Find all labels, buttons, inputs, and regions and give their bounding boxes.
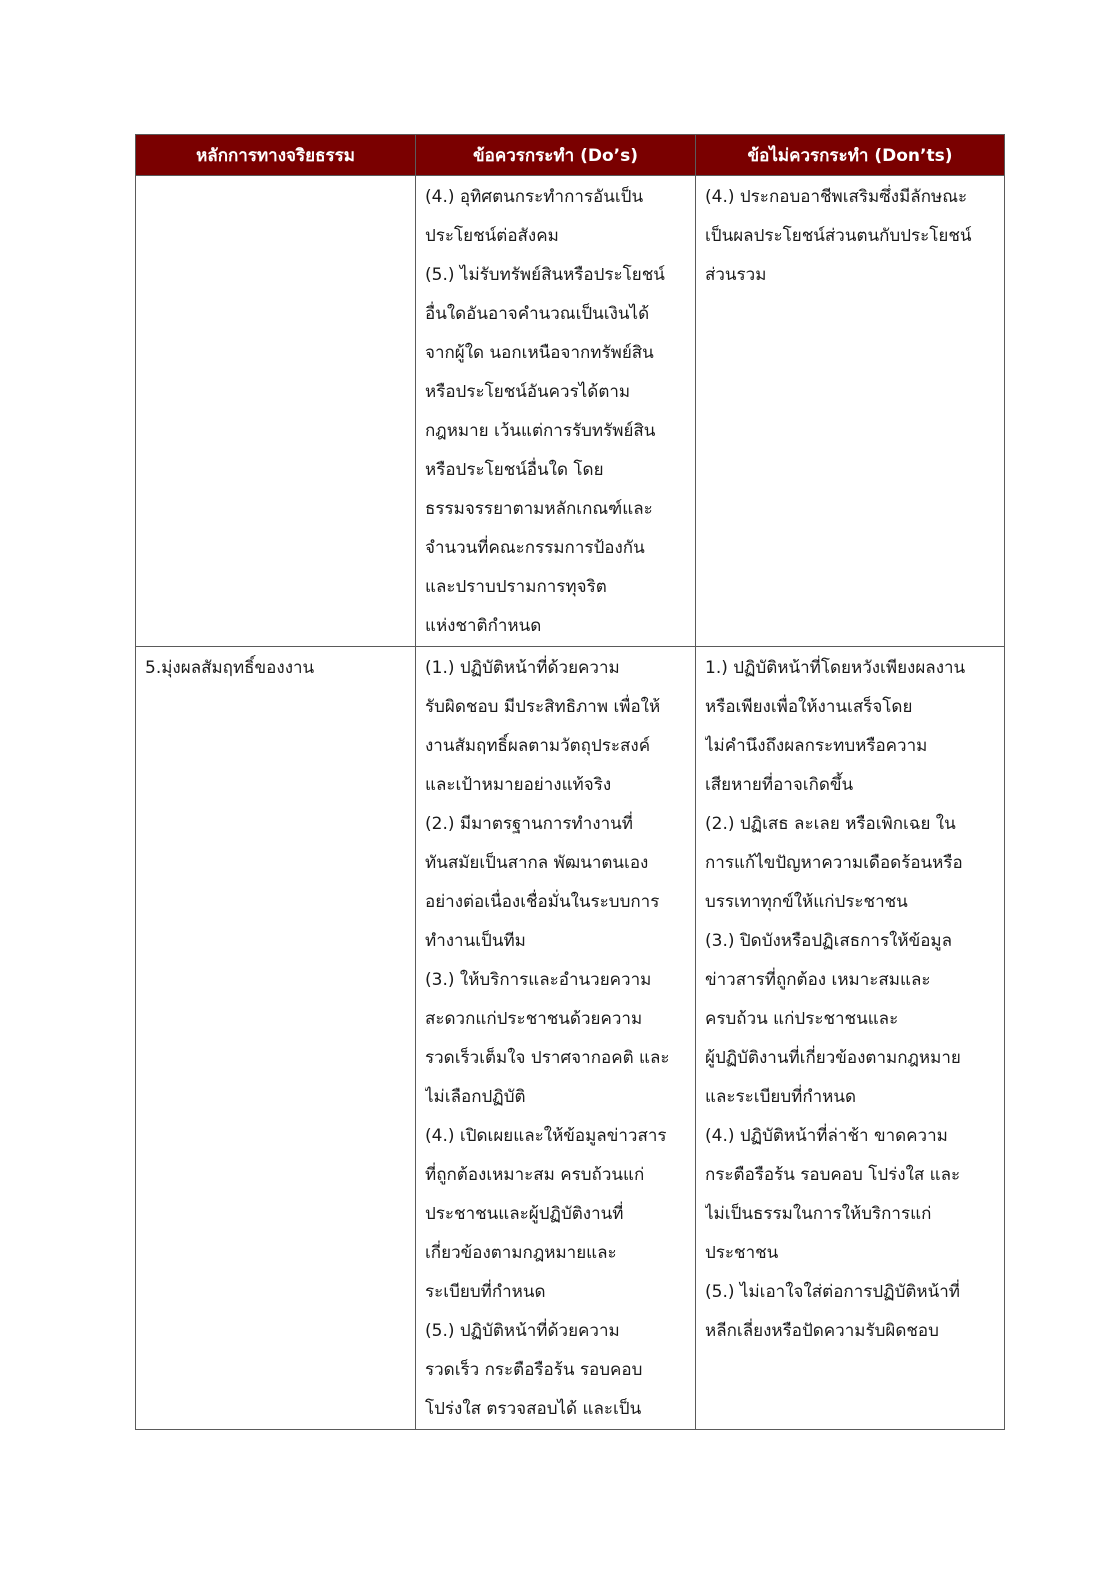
cell-text-line: จำนวนที่คณะกรรมการป้องกัน: [425, 538, 645, 558]
cell-text-line: ครบถ้วน แก่ประชาชนและ: [705, 1009, 899, 1029]
cell-text-line: สะดวกแก่ประชาชนด้วยความ: [425, 1009, 643, 1029]
principle-cell: [136, 176, 416, 647]
cell-text-line: เสียหายที่อาจเกิดขึ้น: [705, 775, 854, 795]
cell-text-line: กระตือรือร้น รอบคอบ โปร่งใส และ: [705, 1165, 961, 1185]
cell-text-line: อย่างต่อเนื่องเชื่อมั่นในระบบการ: [425, 892, 660, 912]
cell-text-line: ประชาชน: [705, 1243, 779, 1263]
header-principle: หลักการทางจริยธรรม: [136, 135, 416, 176]
cell-text-line: ทำงานเป็นทีม: [425, 931, 526, 951]
cell-text-line: หรือประโยชน์อันควรได้ตาม: [425, 382, 631, 402]
cell-text-line: ประชาชนและผู้ปฏิบัติงานที่: [425, 1204, 624, 1224]
cell-text-line: และระเบียบที่กำหนด: [705, 1087, 857, 1107]
cell-text-line: 1.) ปฏิบัติหน้าที่โดยหวังเพียงผลงาน: [705, 658, 966, 678]
cell-text-line: (1.) ปฏิบัติหน้าที่ด้วยความ: [425, 658, 620, 678]
cell-text-line: (2.) ปฏิเสธ ละเลย หรือเพิกเฉย ใน: [705, 814, 956, 834]
cell-text-line: (4.) ประกอบอาชีพเสริมซึ่งมีลักษณะ: [705, 187, 968, 207]
cell-text-line: รวดเร็วเต็มใจ ปราศจากอคติ และ: [425, 1048, 670, 1068]
cell-text-line: (5.) ไม่เอาใจใส่ต่อการปฏิบัติหน้าที่: [705, 1282, 960, 1302]
table-row: [136, 647, 1005, 1430]
cell-text-line: และเป้าหมายอย่างแท้จริง: [425, 775, 612, 795]
cell-text-line: ผู้ปฏิบัติงานที่เกี่ยวข้องตามกฎหมาย: [705, 1048, 961, 1068]
cell-text-line: ทันสมัยเป็นสากล พัฒนาตนเอง: [425, 853, 649, 873]
cell-text-line: (4.) อุทิศตนกระทำการอันเป็น: [425, 187, 644, 207]
cell-text-line: (2.) มีมาตรฐานการทำงานที่: [425, 814, 633, 834]
cell-text-line: (4.) ปฏิบัติหน้าที่ล่าช้า ขาดความ: [705, 1126, 948, 1146]
cell-text-line: การแก้ไขปัญหาความเดือดร้อนหรือ: [705, 853, 963, 873]
table-row: [136, 176, 1005, 647]
cell-text-line: (5.) ไม่รับทรัพย์สินหรือประโยชน์: [425, 265, 665, 285]
cell-text-line: หรือเพียงเพื่อให้งานเสร็จโดย: [705, 697, 913, 717]
cell-text-line: (3.) ปิดบังหรือปฏิเสธการให้ข้อมูล: [705, 931, 953, 951]
cell-text-line: ไม่คำนึงถึงผลกระทบหรือความ: [705, 736, 928, 756]
header-row: [136, 135, 1005, 176]
cell-text-line: งานสัมฤทธิ์ผลตามวัตถุประสงค์: [425, 736, 651, 756]
cell-text-line: ประโยชน์ต่อสังคม: [425, 226, 559, 246]
dos-cell: [416, 647, 696, 1430]
cell-text-line: ที่ถูกต้องเหมาะสม ครบถ้วนแก่: [425, 1165, 645, 1185]
header-dos: ข้อควรกระทำ (Do’s): [416, 135, 696, 176]
donts-cell: [696, 176, 1005, 647]
cell-text-line: โปร่งใส ตรวจสอบได้ และเป็น: [425, 1399, 642, 1419]
cell-text-line: เป็นผลประโยชน์ส่วนตนกับประโยชน์: [705, 226, 972, 246]
cell-text-line: แห่งชาติกำหนด: [425, 616, 542, 636]
principle-cell: [136, 647, 416, 1430]
cell-text-line: รวดเร็ว กระตือรือร้น รอบคอบ: [425, 1360, 643, 1380]
cell-text-line: ธรรมจรรยาตามหลักเกณฑ์และ: [425, 499, 653, 519]
cell-text-line: หรือประโยชน์อื่นใด โดย: [425, 460, 604, 480]
cell-text-line: บรรเทาทุกข์ให้แก่ประชาชน: [705, 892, 908, 912]
cell-text-line: ไม่เป็นธรรมในการให้บริการแก่: [705, 1204, 932, 1224]
cell-text-line: และปราบปรามการทุจริต: [425, 577, 607, 597]
cell-text-line: ระเบียบที่กำหนด: [425, 1282, 546, 1302]
cell-text-line: จากผู้ใด นอกเหนือจากทรัพย์สิน: [425, 343, 654, 363]
donts-cell: [696, 647, 1005, 1430]
cell-text-line: อื่นใดอันอาจคำนวณเป็นเงินได้: [425, 304, 650, 324]
cell-text-line: เกี่ยวข้องตามกฎหมายและ: [425, 1243, 617, 1263]
header-donts: ข้อไม่ควรกระทำ (Don’ts): [696, 135, 1005, 176]
cell-text-line: (4.) เปิดเผยและให้ข้อมูลข่าวสาร: [425, 1126, 667, 1146]
cell-text-line: ไม่เลือกปฏิบัติ: [425, 1087, 526, 1107]
dos-cell: [416, 176, 696, 647]
cell-text-line: กฎหมาย เว้นแต่การรับทรัพย์สิน: [425, 421, 656, 441]
ethics-table: [135, 134, 1005, 1430]
cell-text-line: หลีกเลี่ยงหรือปัดความรับผิดชอบ: [705, 1321, 939, 1341]
cell-text-line: 5.มุ่งผลสัมฤทธิ์ของงาน: [145, 658, 315, 678]
cell-text-line: ข่าวสารที่ถูกต้อง เหมาะสมและ: [705, 970, 931, 990]
cell-text-line: ส่วนรวม: [705, 265, 767, 285]
cell-text-line: รับผิดชอบ มีประสิทธิภาพ เพื่อให้: [425, 697, 661, 717]
cell-text-line: (5.) ปฏิบัติหน้าที่ด้วยความ: [425, 1321, 620, 1341]
cell-text-line: (3.) ให้บริการและอำนวยความ: [425, 970, 652, 990]
